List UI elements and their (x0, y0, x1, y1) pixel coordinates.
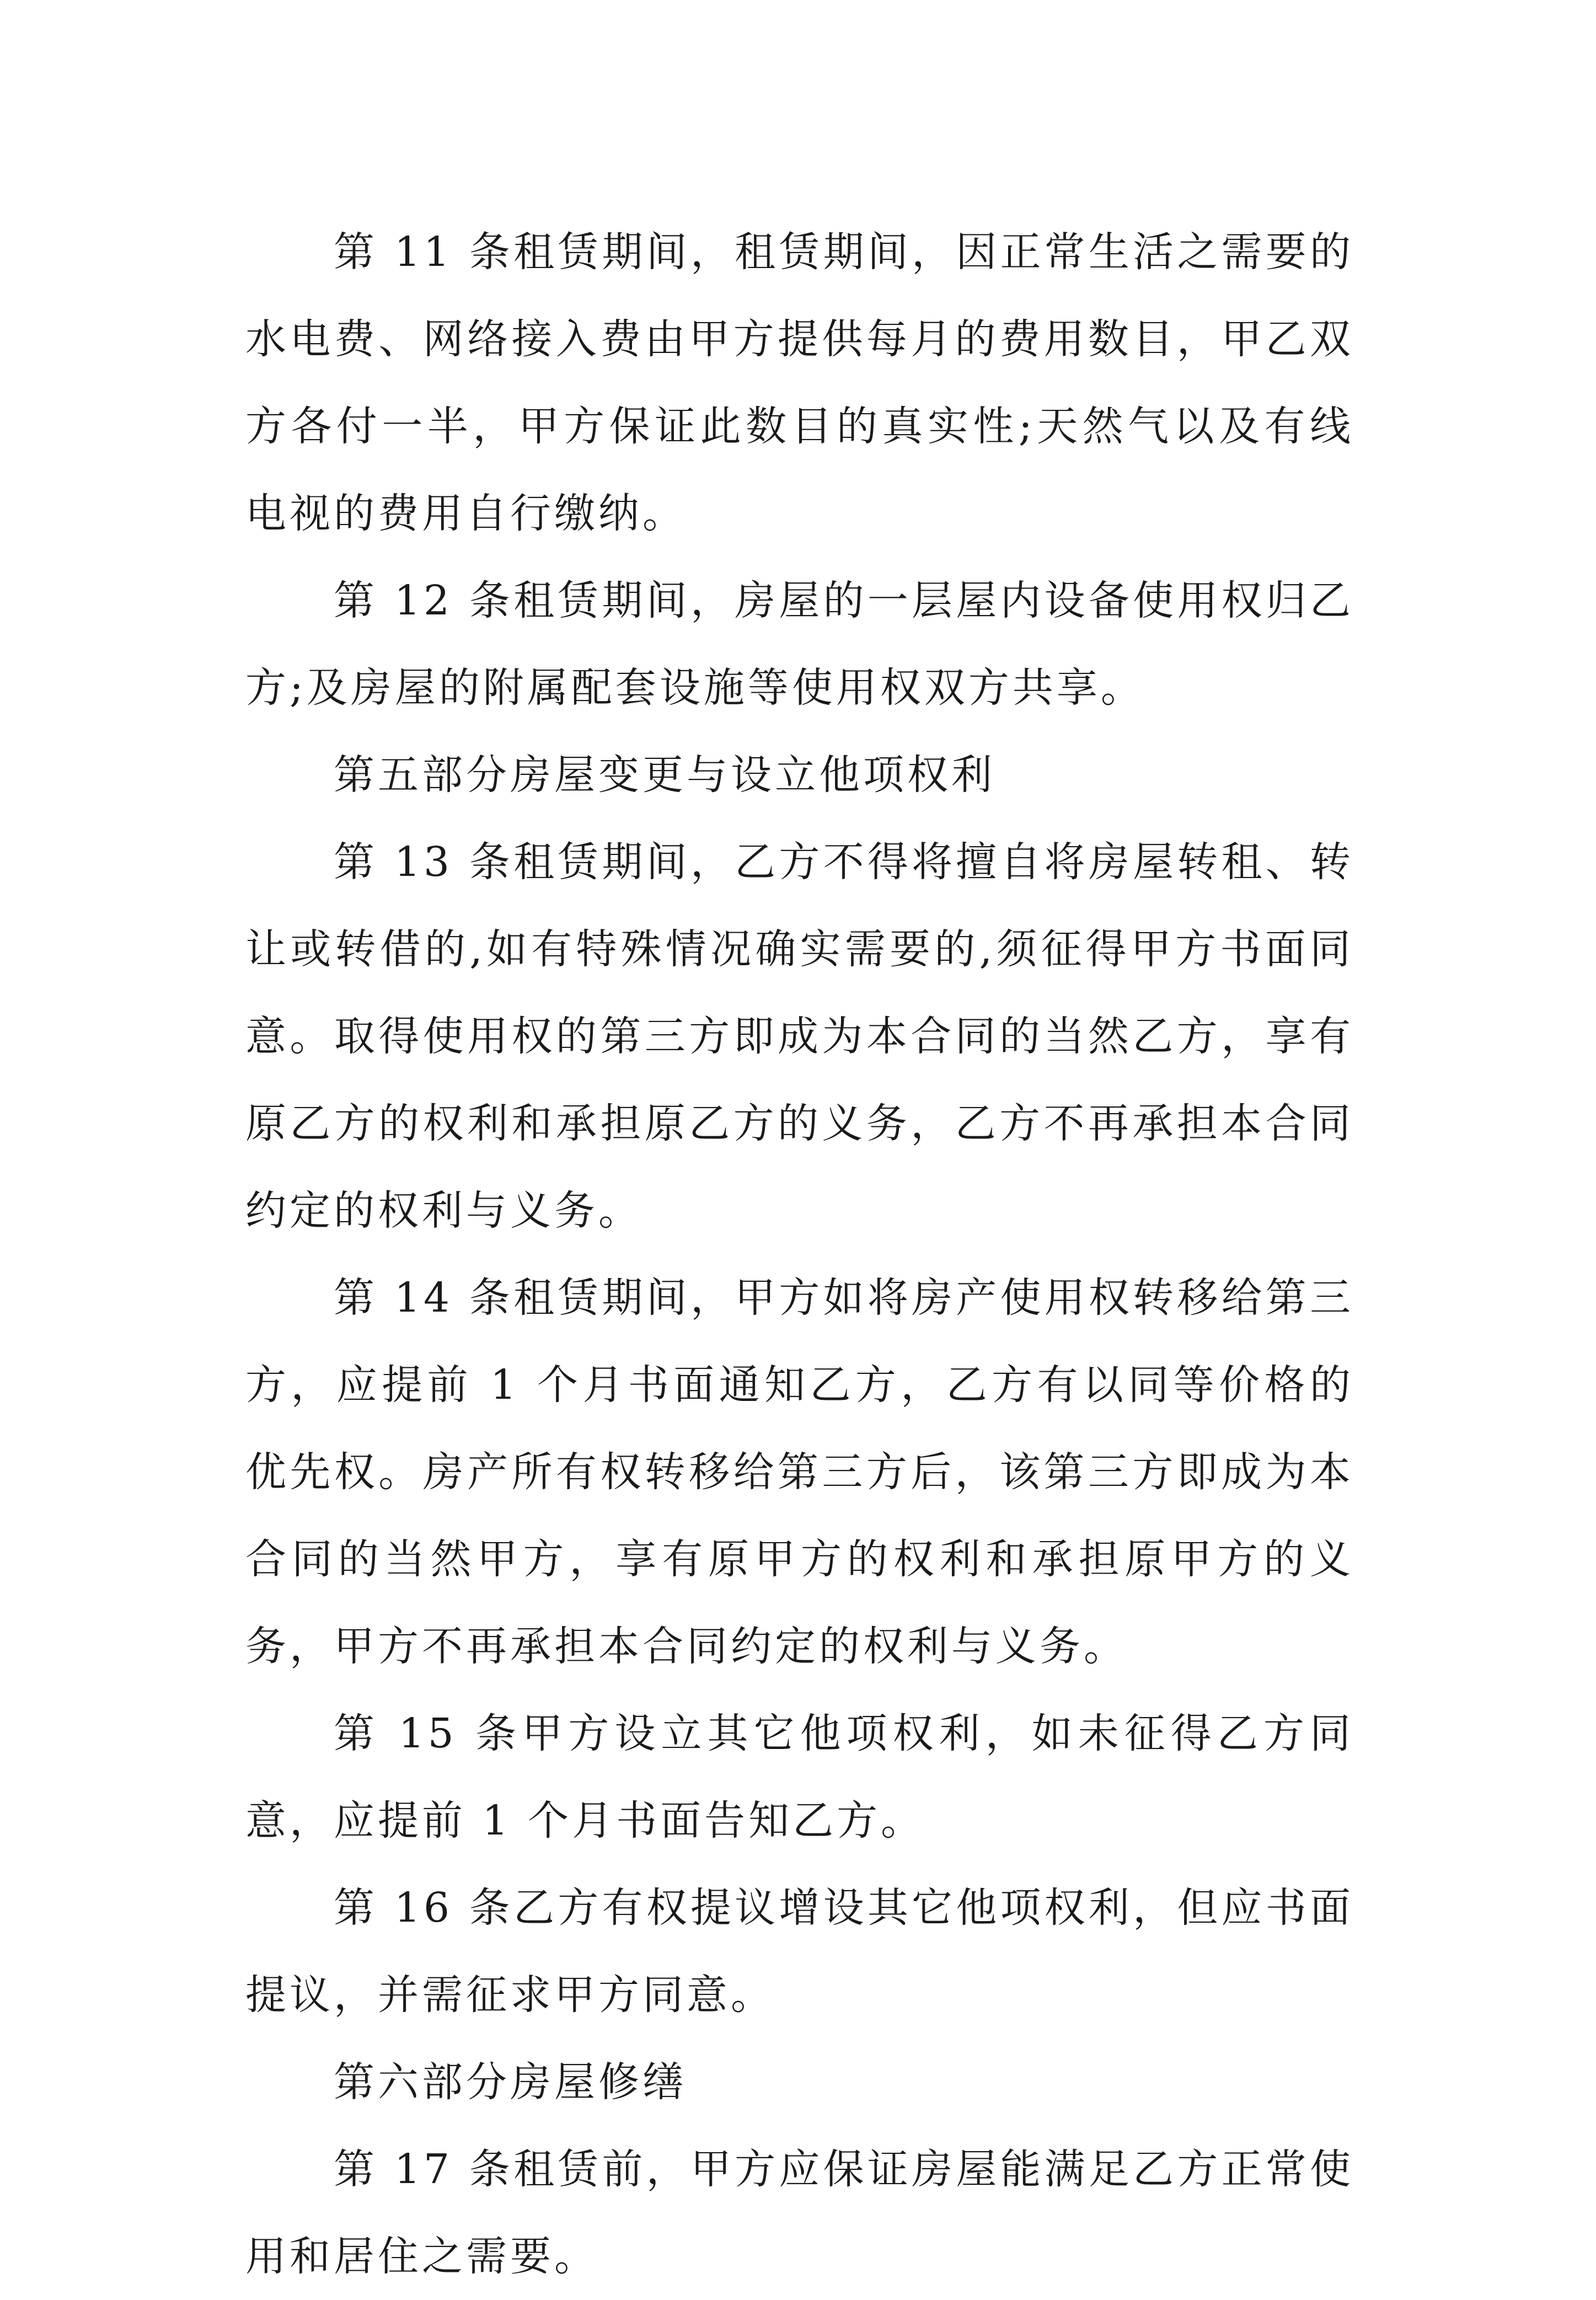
article-14: 第 14 条租赁期间，甲方如将房产使用权转移给第三方，应提前 1 个月书面通知乙方，乙方有以同等价格的优先权。房产所有权转移给第三方后，该第三方即成为本合同的当然甲方，享有原甲方的权利和承担原甲方的义务，甲方不再承担本合同约定的权利与义务。 (245, 1274, 1354, 1670)
article-16: 第 16 条乙方有权提议增设其它他项权利，但应书面提议，并需征求甲方同意。 (245, 1884, 1354, 2019)
article-13: 第 13 条租赁期间，乙方不得将擅自将房屋转租、转让或转借的,如有特殊情况确实需要的,须征得甲方书面同意。取得使用权的第三方即成为本合同的当然乙方，享有原乙方的权利和承担原乙方的义务，乙方不再承担本合同约定的权利与义务。 (245, 838, 1354, 1234)
article-12: 第 12 条租赁期间，房屋的一层屋内设备使用权归乙方;及房屋的附属配套设施等使用权双方共享。 (245, 577, 1354, 712)
section-heading-part-6: 第六部分房屋修缮 (334, 2058, 687, 2106)
article-17: 第 17 条租赁前，甲方应保证房屋能满足乙方正常使用和居住之需要。 (245, 2146, 1354, 2280)
article-11: 第 11 条租赁期间，租赁期间，因正常生活之需要的水电费、网络接入费由甲方提供每月的费用数目，甲乙双方各付一半，甲方保证此数目的真实性;天然气以及有线电视的费用自行缴纳。 (245, 228, 1354, 537)
article-15: 第 15 条甲方设立其它他项权利，如未征得乙方同意，应提前 1 个月书面告知乙方。 (245, 1710, 1354, 1844)
section-heading-part-5: 第五部分房屋变更与设立他项权利 (334, 751, 995, 799)
document-body (245, 208, 1354, 2300)
